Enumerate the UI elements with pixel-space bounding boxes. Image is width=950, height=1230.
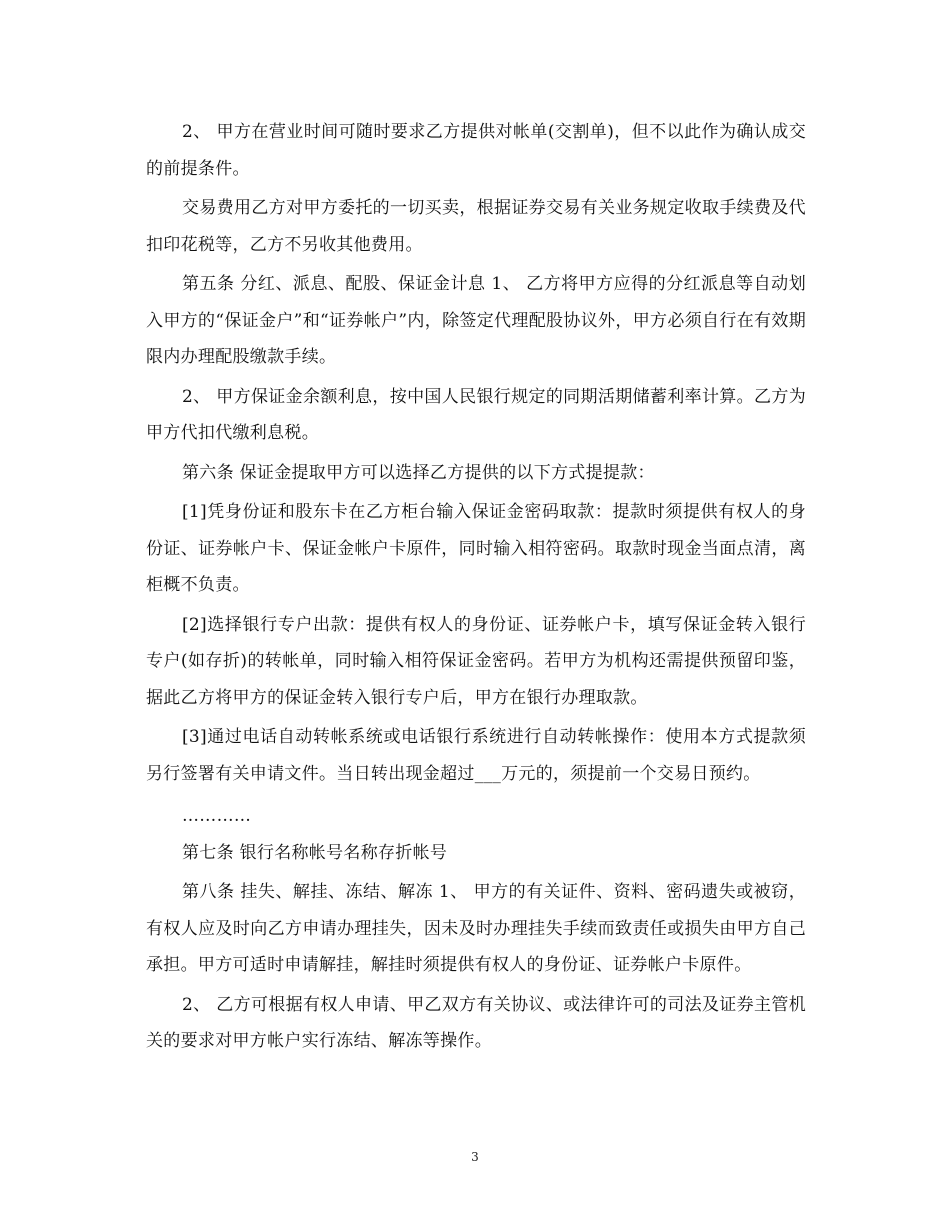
ellipsis-line: ………… <box>182 806 252 826</box>
paragraph: 交易费用乙方对甲方委托的一切买卖，根据证券交易有关业务规定收取手续费及代扣印花税等，乙方不另收其他费用。 <box>146 198 806 255</box>
paragraph: [2]选择银行专户出款：提供有权人的身份证、证券帐户卡，填写保证金转入银行专户(如存折)的转帐单，同时输入相符保证金密码。若甲方为机构还需提供预留印鉴，据此乙方将甲方的保证金转入银行专户后，甲方在银行办理取款。 <box>146 614 806 708</box>
page-number: 3 <box>471 1150 479 1164</box>
paragraph: [3]通过电话自动转帐系统或电话银行系统进行自动转帐操作：使用本方式提款须另行签署有关申请文件。当日转出现金超过___万元的，须提前一个交易日预约。 <box>146 727 806 784</box>
paragraph: 2、 乙方可根据有权人申请、甲乙双方有关协议、或法律许可的司法及证券主管机关的要求对甲方帐户实行冻结、解冻等操作。 <box>146 994 806 1051</box>
paragraph: 第七条 银行名称帐号名称存折帐号 <box>182 842 448 863</box>
paragraph: [1]凭身份证和股东卡在乙方柜台输入保证金密码取款：提款时须提供有权人的身份证、证券帐户卡、保证金帐户卡原件，同时输入相符密码。取款时现金当面点清，离柜概不负责。 <box>146 502 806 595</box>
paragraph: 第八条 挂失、解挂、冻结、解冻 1、 甲方的有关证件、资料、密码遗失或被窃，有权人应及时向乙方申请办理挂失，因未及时办理挂失手续而致责任或损失由甲方自己承担。甲方可适时申请解挂，解挂时须提供有权人的身份证、证券帐户卡原件。 <box>146 882 806 975</box>
paragraph: 第五条 分红、派息、配股、保证金计息 1、 乙方将甲方应得的分红派息等自动划入甲方的“保证金户”和“证券帐户”内，除签定代理配股协议外，甲方必须自行在有效期限内办理配股缴款手续。 <box>146 274 806 367</box>
paragraph: 2、 甲方保证金余额利息，按中国人民银行规定的同期活期储蓄利率计算。乙方为甲方代扣代缴利息税。 <box>146 386 806 443</box>
paragraph: 2、 甲方在营业时间可随时要求乙方提供对帐单(交割单)，但不以此作为确认成交的前提条件。 <box>146 122 806 179</box>
paragraph: 第六条 保证金提取甲方可以选择乙方提供的以下方式提提款： <box>182 462 655 483</box>
document-body <box>146 114 806 1063</box>
